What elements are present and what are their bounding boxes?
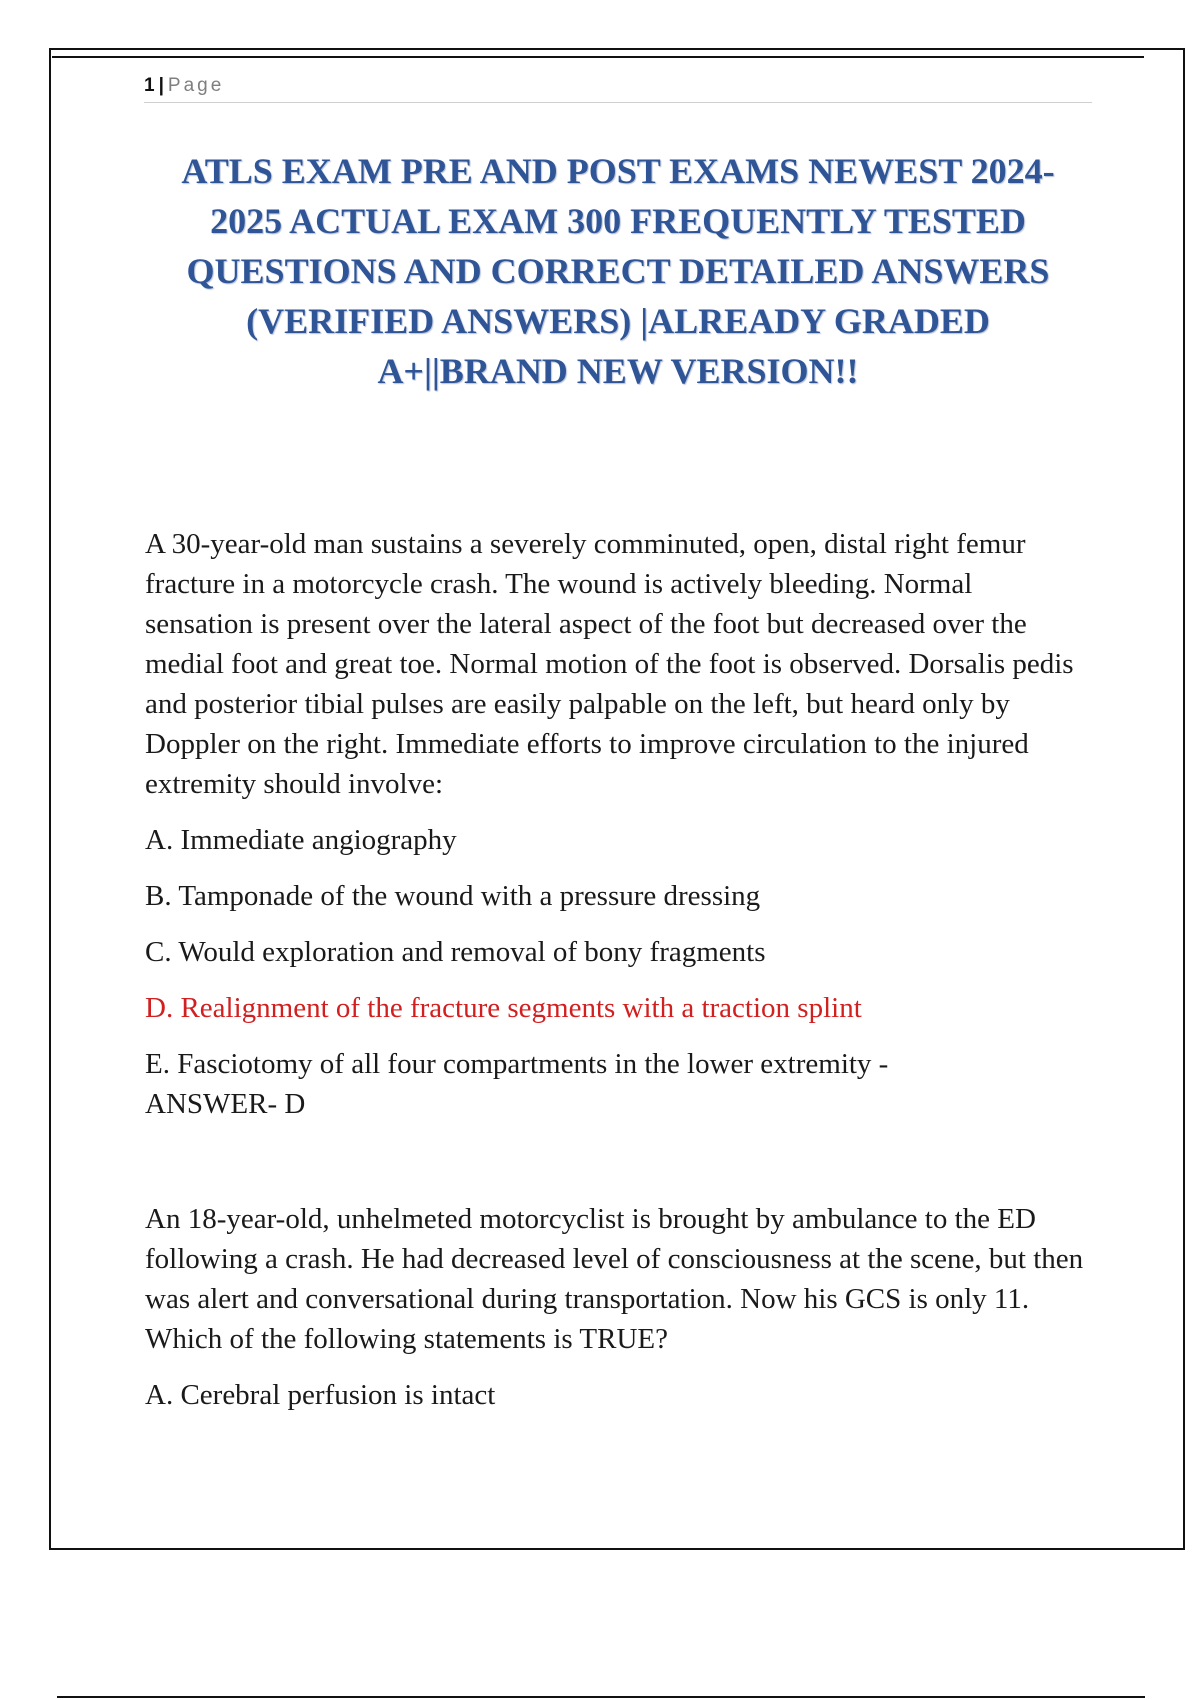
- question-2: [145, 1199, 1085, 1431]
- page-header: [144, 74, 1092, 103]
- question-2-stem: An 18-year-old, unhelmeted motorcyclist is brought by ambulance to the ED following a crash. He had decreased level of consciousness at the scene, but then was alert and conversational during transportation. Now his GCS is only 11. Which of the following statements is TRUE?: [145, 1203, 1084, 1355]
- page-top-rule: [52, 56, 1144, 58]
- question-1-option-e: [145, 1044, 1085, 1124]
- question-1-option-e-text: E. Fasciotomy of all four compartments in the lower extremity -: [145, 1048, 889, 1080]
- question-1: [145, 524, 1085, 1140]
- page-separator: |: [158, 75, 164, 96]
- document-title: ATLS EXAM PRE AND POST EXAMS NEWEST 2024-2025 ACTUAL EXAM 300 FREQUENTLY TESTED QUESTIONS AND CORRECT DETAILED ANSWERS (VERIFIED ANSWERS) |ALREADY GRADED A+||BRAND NEW VERSION!!: [181, 151, 1055, 391]
- question-1-option-c: C. Would exploration and removal of bony fragments: [145, 936, 766, 968]
- page-label: Page: [167, 75, 225, 96]
- next-page-top-rule: [57, 1696, 1145, 1698]
- question-1-option-d-correct: D. Realignment of the fracture segments with a traction splint: [145, 992, 862, 1024]
- question-1-option-a: A. Immediate angiography: [145, 824, 457, 856]
- question-1-stem: A 30-year-old man sustains a severely comminuted, open, distal right femur fracture in a motorcycle crash. The wound is actively bleeding. Normal sensation is present over the lateral aspect of the foot but decreased over the medial foot and great toe. Normal motion of the foot is observed. Dorsalis pedis and posterior tibial pulses are easily palpable on the left, but heard only by Doppler on the right. Immediate efforts to improve circulation to the injured extremity should involve:: [145, 528, 1074, 800]
- question-1-option-b: B. Tamponade of the wound with a pressure dressing: [145, 880, 761, 912]
- question-1-answer: ANSWER- D: [145, 1088, 306, 1120]
- question-2-option-a: A. Cerebral perfusion is intact: [145, 1379, 496, 1411]
- page-number: 1: [144, 75, 155, 96]
